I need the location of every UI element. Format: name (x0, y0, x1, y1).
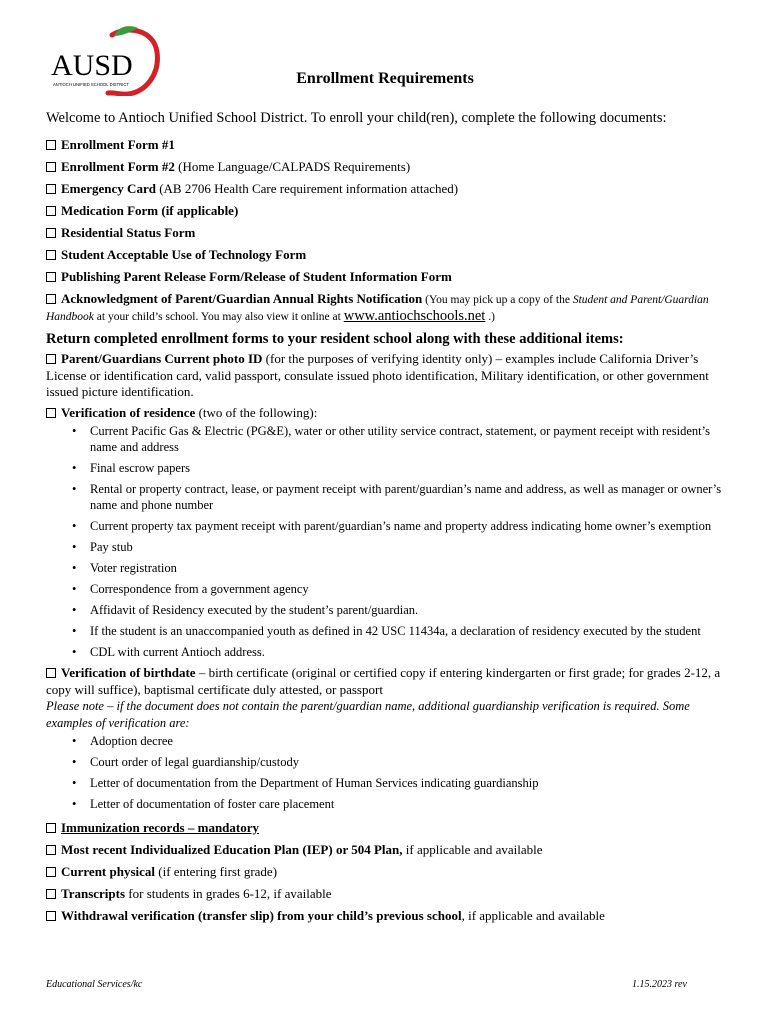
list-item: • Letter of documentation from the Department of Human Services indicating guardianship (72, 775, 736, 791)
checkbox[interactable] (46, 184, 56, 194)
additional-items-list (46, 351, 736, 927)
birthdate-item: Verification of birthdate – birth certificate (original or certified copy if entering kindergarten or first grade; for grades 2-12, a copy will suffice), baptismal certificate duly attested, or passport Please note – if the document does not contain the parent/guardian name, additional guardianship verification is required. Some examples of verification are: • Adoption decree • Court order of legal guardianship/custody • Letter of documentation from the Department of Human Services indicating guardianship • Letter of documentation of foster care placement (46, 665, 736, 812)
website-link[interactable]: www.antiochschools.net (343, 308, 486, 324)
list-item: • Court order of legal guardianship/custody (72, 754, 736, 770)
checkbox[interactable] (46, 228, 56, 238)
checkbox[interactable] (46, 354, 56, 364)
list-item: • Pay stub (72, 539, 736, 555)
checkbox[interactable] (46, 823, 56, 833)
checkbox[interactable] (46, 162, 56, 172)
immunization-item: Immunization records – mandatory (46, 817, 736, 839)
residence-item: Verification of residence (two of the following): • Current Pacific Gas & Electric (PG&E), water or other utility service contract, statement, or payment receipt with resident’s name and address • Final escrow papers • Rental or property contract, lease, or payment receipt with parent/guardian’s name and address, as well as manager or owner’s name and phone number • Current property tax payment receipt with parent/guardian’s name and property address indicating home owner’s exemption • Pay stub • Voter registration • Correspondence from a government agency • Affidavit of Residency executed by the student’s parent/guardian. • If the student is an unaccompanied youth as defined in 42 USC 11434a, a declaration of residency executed by the student • CDL with current Antioch address. (46, 405, 736, 661)
checklist-item: Acknowledgment of Parent/Guardian Annual Rights Notification (You may pick up a copy of the Student and Parent/Guardian Handbook at your child’s school. You may also view it online at www.antiochschools.net .) (46, 291, 709, 324)
checkbox[interactable] (46, 889, 56, 899)
list-item: • Affidavit of Residency executed by the student’s parent/guardian. (72, 602, 736, 618)
list-item: • Final escrow papers (72, 460, 736, 476)
list-item: • Voter registration (72, 560, 736, 576)
list-item: • Letter of documentation of foster care placement (72, 796, 736, 812)
documents-checklist (46, 134, 736, 328)
residence-list (46, 423, 736, 660)
checkbox[interactable] (46, 867, 56, 877)
list-item: • Correspondence from a government agency (72, 581, 736, 597)
checklist-item: Enrollment Form #1 (46, 134, 736, 156)
iep-item: Most recent Individualized Education Plan (IEP) or 504 Plan, if applicable and available (46, 839, 736, 861)
photo-id-item: Parent/Guardians Current photo ID (for the purposes of verifying identity only) – examples include California Driver’s License or identification card, valid passport, consulate issued photo identification, Military identification, or other government issued picture identification. (46, 351, 709, 399)
transcripts-item: Transcripts for students in grades 6-12, if available (46, 883, 736, 905)
checkbox[interactable] (46, 668, 56, 678)
list-item: • Current Pacific Gas & Electric (PG&E), water or other utility service contract, statement, or payment receipt with resident’s name and address (72, 423, 736, 455)
logo-subtext: ANTIOCH UNIFIED SCHOOL DISTRICT (53, 82, 129, 87)
checkbox[interactable] (46, 140, 56, 150)
logo-text: AUSD (51, 49, 133, 82)
checkbox[interactable] (46, 911, 56, 921)
birthdate-note: Please note – if the document does not contain the parent/guardian name, additional guardianship verification is required. Some examples of verification are: (46, 699, 690, 730)
checkbox[interactable] (46, 845, 56, 855)
intro-text: Welcome to Antioch Unified School District. To enroll your child(ren), complete the following documents: (46, 110, 667, 126)
footer-revision: 1.15.2023 rev (632, 979, 687, 990)
checklist-item: Enrollment Form #2 (Home Language/CALPADS Requirements) (46, 156, 736, 178)
checkbox[interactable] (46, 294, 56, 304)
checkbox[interactable] (46, 250, 56, 260)
checkbox[interactable] (46, 206, 56, 216)
checklist-item: Emergency Card (AB 2706 Health Care requirement information attached) (46, 178, 736, 200)
checkbox[interactable] (46, 272, 56, 282)
checklist-item: Publishing Parent Release Form/Release of Student Information Form (46, 266, 736, 288)
return-heading: Return completed enrollment forms to your resident school along with these additional items: (46, 331, 624, 347)
checklist-item: Student Acceptable Use of Technology Form (46, 244, 736, 266)
checkbox[interactable] (46, 408, 56, 418)
footer-department: Educational Services/kc (46, 979, 143, 990)
physical-item: Current physical (if entering first grade) (46, 861, 736, 883)
checklist-item: Medication Form (if applicable) (46, 200, 736, 222)
page-title: Enrollment Requirements (296, 70, 474, 87)
list-item: • Rental or property contract, lease, or payment receipt with parent/guardian’s name and address, as well as manager or owner’s name and phone number (72, 481, 736, 513)
guardianship-list (46, 733, 736, 812)
list-item: • CDL with current Antioch address. (72, 644, 736, 660)
list-item: • If the student is an unaccompanied youth as defined in 42 USC 11434a, a declaration of residency executed by the student (72, 623, 736, 639)
checklist-item: Residential Status Form (46, 222, 736, 244)
withdrawal-item: Withdrawal verification (transfer slip) from your child’s previous school, if applicable and available (46, 905, 736, 927)
list-item: • Current property tax payment receipt with parent/guardian’s name and property address indicating home owner’s exemption (72, 518, 736, 534)
list-item: • Adoption decree (72, 733, 736, 749)
